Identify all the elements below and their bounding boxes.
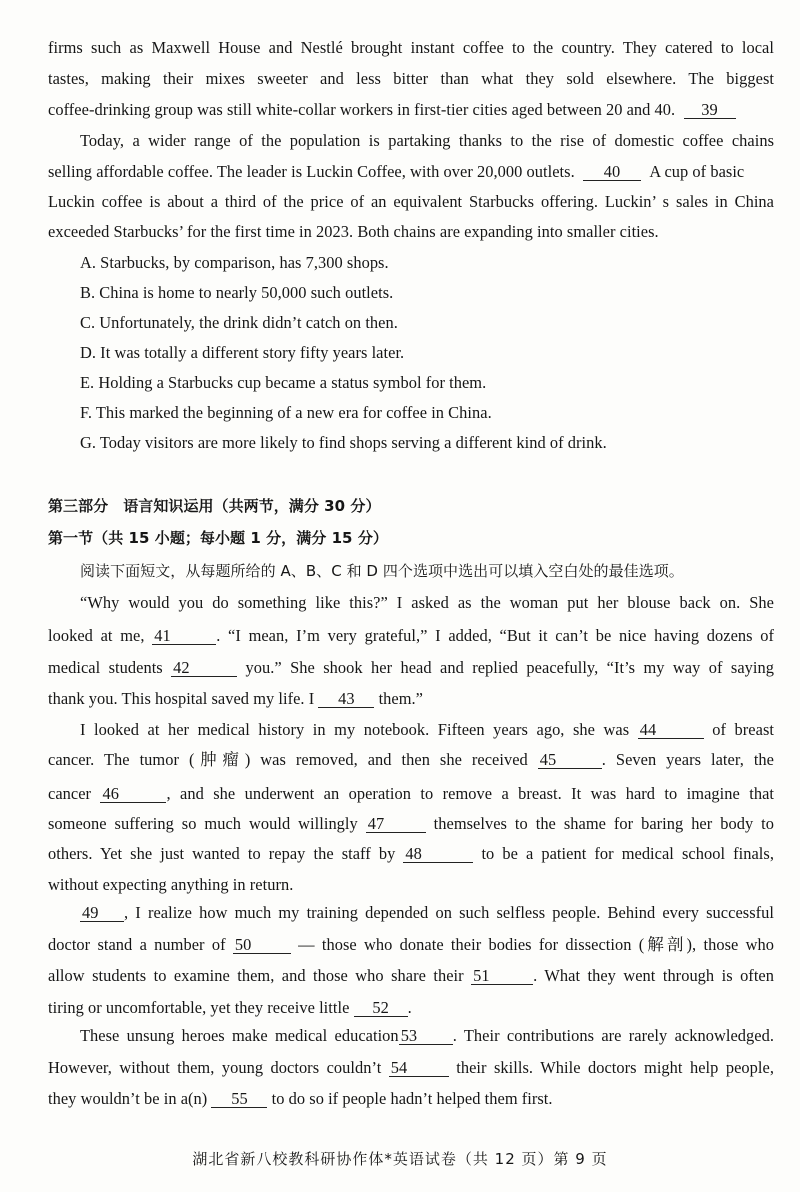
option-b: B. China is home to nearly 50,000 such outlets. [80,283,394,302]
cloze-line: tiring or uncomfortable, yet they receive little 52 . [48,998,412,1017]
page-footer: 湖北省新八校教科研协作体*英语试卷（共 12 页）第 9 页 [192,1150,608,1168]
option-g: G. Today visitors are more likely to find shops serving a different kind of drink. [80,433,607,452]
instruction: 阅读下面短文，从每题所给的 A、B、C 和 D 四个选项中选出可以填入空白处的最佳选项。 [80,562,684,580]
option-a: A. Starbucks, by comparison, has 7,300 shops. [80,253,389,272]
passage-line: Today, a wider range of the population is partaking thanks to the rise of domestic coffee chains [80,131,774,150]
blank-41: 41 [152,627,216,645]
option-d: D. It was totally a different story fifty years later. [80,343,405,362]
passage-line: coffee-drinking group was still white-collar workers in first-tier cities aged between 20 and 40. 39 [48,100,736,120]
option-c: C. Unfortunately, the drink didn’t catch on then. [80,313,398,332]
blank-40: 40 [583,163,641,181]
passage-line: exceeded Starbucks’ for the first time in 2023. Both chains are expanding into smaller cities. [48,222,659,241]
blank-43: 43 [318,690,374,708]
option-e: E. Holding a Starbucks cup became a status symbol for them. [80,373,487,392]
option-f: F. This marked the beginning of a new era for coffee in China. [80,403,492,422]
cloze-line: doctor stand a number of 50 — those who donate their bodies for dissection (解剖), those who [48,935,774,954]
cloze-line: looked at me, 41 . “I mean, I’m very grateful,” I added, “But it can’t be nice having dozens of [48,626,775,645]
passage-line: selling affordable coffee. The leader is Luckin Coffee, with over 20,000 outlets. 40 A cup of basic [48,162,745,181]
cloze-line: others. Yet she just wanted to repay the staff by 48 to be a patient for medical school finals, [48,844,774,863]
cloze-line: cancer 46 , and she underwent an operation to remove a breast. It was hard to imagine that [48,784,774,803]
blank-51: 51 [471,967,533,985]
blank-45: 45 [538,751,602,769]
cloze-line: These unsung heroes make medical education 53 . Their contributions are rarely acknowledged. [80,1026,774,1045]
cloze-line: someone suffering so much would willingly 47 themselves to the shame for baring her body to [48,814,774,833]
cloze-line: “Why would you do something like this?” I asked as the woman put her blouse back on. She [80,593,774,612]
blank-46: 46 [100,785,166,803]
part-title: 第三部分 语言知识运用（共两节，满分 30 分） [48,497,381,515]
passage-line: tastes, making their mixes sweeter and less bitter than what they sold elsewhere. The biggest [48,69,774,88]
blank-52: 52 [354,999,408,1017]
passage-line: Luckin coffee is about a third of the price of an equivalent Starbucks offering. Luckin’ s sales in China [48,192,774,211]
blank-48: 48 [403,845,473,863]
blank-54: 54 [389,1059,449,1077]
blank-47: 47 [366,815,426,833]
blank-53: 53 [399,1027,453,1045]
blank-49: 49 [80,904,124,922]
blank-42: 42 [171,659,237,677]
cloze-line: thank you. This hospital saved my life. I 43 them.” [48,689,424,708]
cloze-line: I looked at her medical history in my notebook. Fifteen years ago, she was 44 of breast [80,720,774,739]
blank-55: 55 [211,1090,267,1108]
cloze-line: 49 , I realize how much my training depended on such selfless people. Behind every successful [82,903,774,922]
blank-50: 50 [233,936,291,954]
cloze-line: cancer. The tumor (肿瘤) was removed, and then she received 45 . Seven years later, the [48,750,774,769]
blank-39: 39 [684,101,736,119]
cloze-line: they wouldn’t be in a(n) 55 to do so if people hadn’t helped them first. [48,1089,553,1108]
section-title: 第一节（共 15 小题；每小题 1 分，满分 15 分） [48,529,388,547]
cloze-line: without expecting anything in return. [48,875,294,894]
blank-44: 44 [638,721,704,739]
passage-line: firms such as Maxwell House and Nestlé brought instant coffee to the country. They catered to local [48,38,774,57]
cloze-line: medical students 42 you.” She shook her head and replied peacefully, “It’s my way of saying [48,658,774,677]
cloze-line: However, without them, young doctors couldn’t 54 their skills. While doctors might help people, [48,1058,774,1077]
cloze-line: allow students to examine them, and those who share their 51 . What they went through is often [48,966,774,985]
